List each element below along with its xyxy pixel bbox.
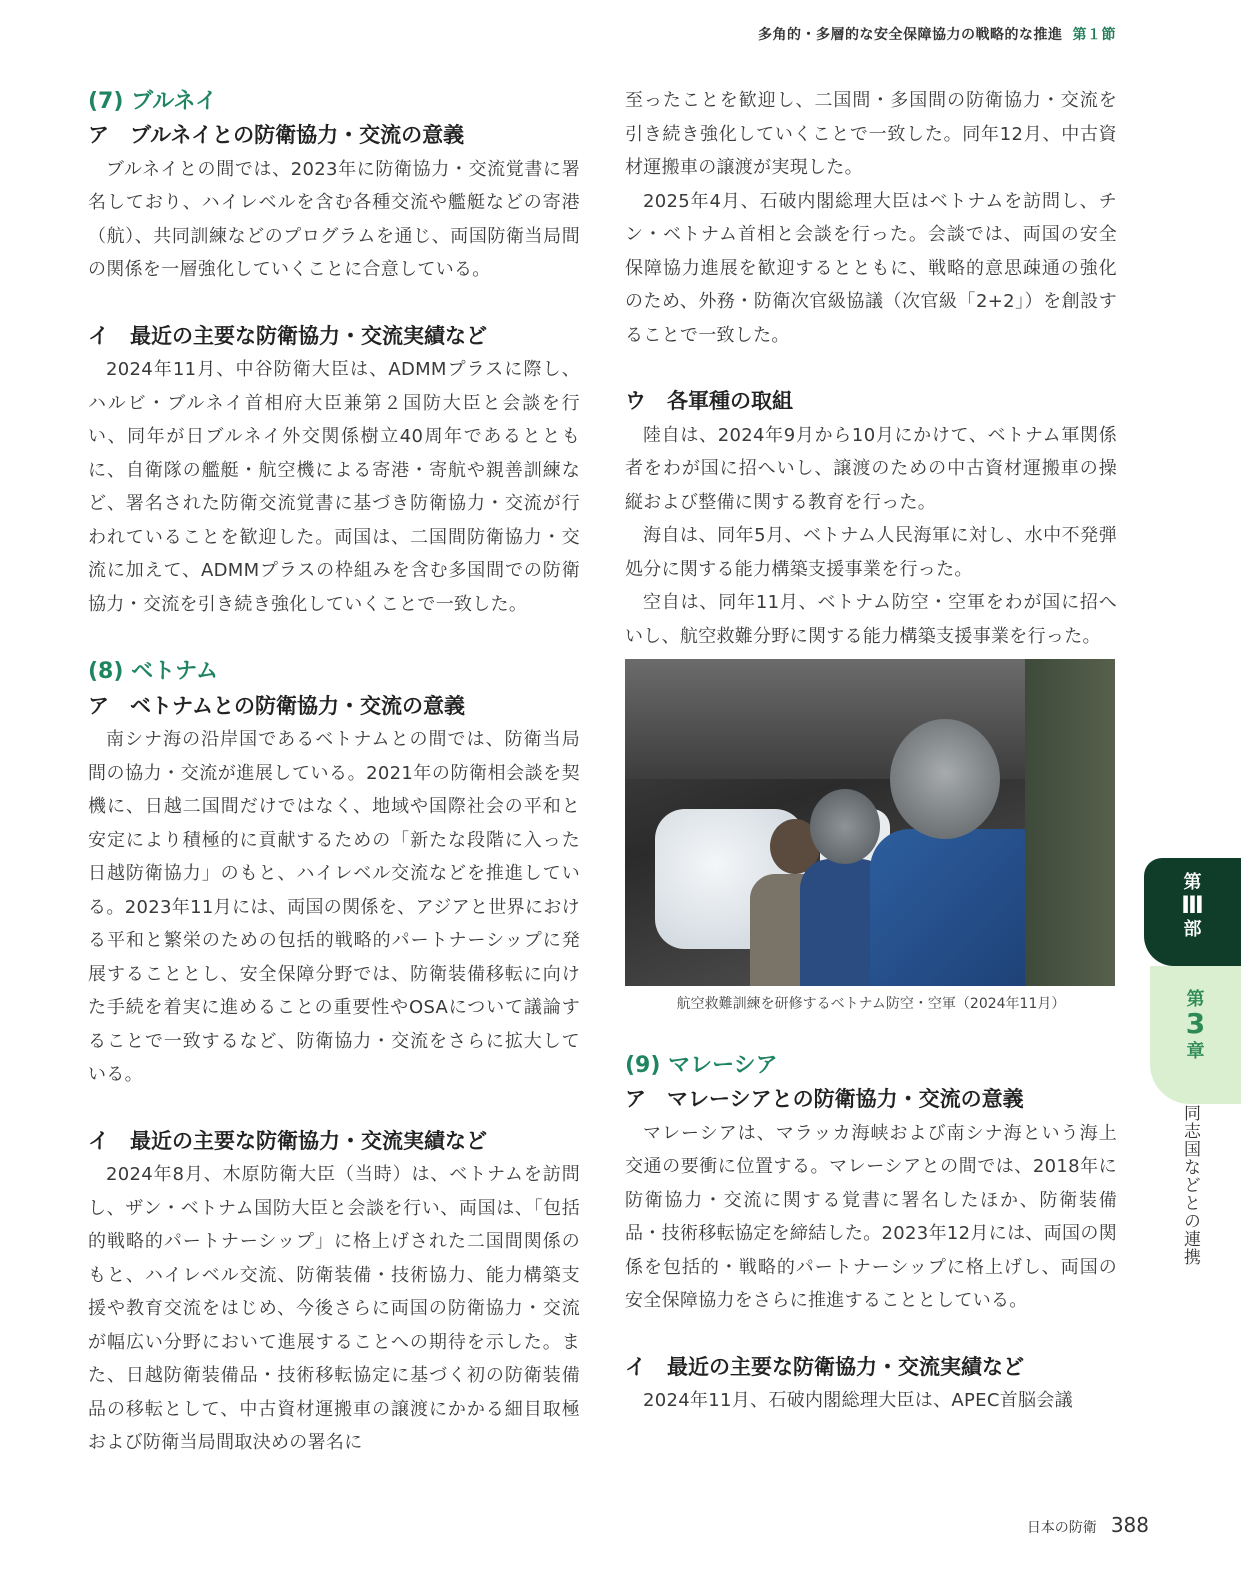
section-heading-brunei: (7) ブルネイ [88,89,218,114]
running-header-title: 多角的・多層的な安全保障協力の戦略的な推進 [758,27,1063,43]
subheading-malaysia-significance: ア マレーシアとの防衛協力・交流の意義 [625,1087,1024,1112]
subheading-brunei-results: イ 最近の主要な防衛協力・交流実績など [88,323,487,348]
paragraph-vietnam-results: 2024年8月、木原防衛大臣（当時）は、ベトナムを訪問し、ザン・ベトナム国防大臣と会談を行い、両国は、「包括的戦略的パートナーシップ」に格上げされた二国間関係のもと、ハイレベル交流、防衛装備・技術協力、能力構築支援や教育交流をはじめ、今後さらに両国の防衛協力・交流が幅広い分野において進展することへの期待を示した。また、日越防衛装備品・技術移転協定に基づく初の防衛装備品の移転として、中古資材運搬車の譲渡にかかる細目取極および防衛当局間取決めの署名に [88,1164,581,1454]
subheading-service-efforts: ウ 各軍種の取組 [625,389,793,413]
subheading-brunei-significance: ア ブルネイとの防衛協力・交流の意義 [88,123,465,148]
part-tab-number: Ⅲ [1181,891,1204,919]
right-column [625,84,1117,1418]
running-header [758,24,1116,44]
paragraph-brunei-significance: ブルネイとの間では、2023年に防衛協力・交流覚書に署名しており、ハイレベルを含む各種交流や艦艇などの寄港（航）、共同訓練などのプログラムを通じ、両国防衛当局間の関係を一層強化していくことに合意している。 [88,158,580,281]
paragraph-gsdf: 陸自は、2024年9月から10月にかけて、ベトナム軍関係者をわが国に招へいし、譲渡のための中古資材運搬車の操縦および整備に関する教育を行った。 [625,424,1117,513]
photo-helicopter-training [625,659,1115,986]
part-tab [1144,858,1241,966]
running-header-section: 第１節 [1072,27,1116,43]
paragraph-vietnam-significance: 南シナ海の沿岸国であるベトナムとの間では、防衛当局間の協力・交流が進展している。2021年の防衛相会談を契機に、日越二国間だけではなく、地域や国際社会の平和と安定により積極的に貢献するための「新たな段階に入った日越防衛協力」のもと、ハイレベル交流などを推進している。2023年11月には、両国の関係を、アジアと世界における平和と繁栄のための包括的戦略的パートナーシップに発展することとし、安全保障分野では、防衛装備移転に向けた手続を着実に進めることの重要性やOSAについて議論することで一致するなど、防衛協力・交流をさらに拡大している。 [88,729,581,1086]
paragraph-brunei-results: 2024年11月、中谷防衛大臣は、ADMMプラスに際し、ハルビ・ブルネイ首相府大臣兼第２国防大臣と会談を行い、同年が日ブルネイ外交関係樹立40周年であるとともに、自衛隊の艦艇・航空機による寄港・寄航や親善訓練など、署名された防衛交流覚書に基づき防衛協力・交流が行われていることを歓迎した。両国は、二国間防衛協力・交流に加えて、ADMMプラスの枠組みを含む多国間での防衛協力・交流を引き続き強化していくことで一致した。 [88,359,580,615]
part-tab-suffix: 部 [1183,919,1202,940]
subheading-vietnam-significance: ア ベトナムとの防衛協力・交流の意義 [88,693,465,718]
chapter-tab [1150,966,1241,1104]
chapter-tab-prefix: 第 [1186,989,1205,1010]
chapter-tab-suffix: 章 [1186,1041,1205,1062]
left-column [88,84,580,1460]
section-heading-malaysia: (9) マレーシア [625,1053,778,1079]
paragraph-vietnam-pm-visit: 2025年4月、石破内閣総理大臣はベトナムを訪問し、チン・ベトナム首相と会談を行った。会談では、両国の安全保障協力進展を歓迎するとともに、戦略的意思疎通の強化のため、外務・防衛次官級協議（次官級「2+2」）を創設することで一致した。 [625,190,1117,346]
paragraph-malaysia-significance: マレーシアは、マラッカ海峡および南シナ海という海上交通の要衝に位置する。マレーシアとの間では、2018年に防衛協力・交流に関する覚書に署名したほか、防衛装備品・技術移転協定を締結した。2023年12月には、両国の関係を包括的・戦略的パートナーシップに格上げし、両国の安全保障協力をさらに推進することとしている。 [625,1122,1117,1312]
footer-book-title: 日本の防衛 [1026,1520,1097,1536]
paragraph-vietnam-results-continued: 至ったことを歓迎し、二国間・多国間の防衛協力・交流を引き続き強化していくことで一致した。同年12月、中古資材運搬車の譲渡が実現した。 [625,90,1117,178]
part-tab-prefix: 第 [1183,872,1202,893]
subheading-vietnam-results: イ 最近の主要な防衛協力・交流実績など [88,1128,487,1153]
chapter-tab-number: 3 [1185,1007,1206,1040]
paragraph-msdf: 海自は、同年5月、ベトナム人民海軍に対し、水中不発弾処分に関する能力構築支援事業を行った。 [625,525,1117,580]
section-heading-vietnam: (8) ベトナム [88,659,218,685]
page-number: 388 [1110,1513,1149,1537]
chapter-title-vertical: 同志国などとの連携 [1180,1104,1200,1266]
subheading-malaysia-results: イ 最近の主要な防衛協力・交流実績など [625,1354,1024,1379]
paragraph-malaysia-results: 2024年11月、石破内閣総理大臣は、APEC首脳会議 [643,1390,1073,1412]
page-footer [1027,1513,1149,1537]
paragraph-asdf: 空自は、同年11月、ベトナム防空・空軍をわが国に招へいし、航空救難分野に関する能力構築支援事業を行った。 [625,592,1117,647]
photo-caption: 航空救難訓練を研修するベトナム防空・空軍（2024年11月） [676,996,1066,1013]
